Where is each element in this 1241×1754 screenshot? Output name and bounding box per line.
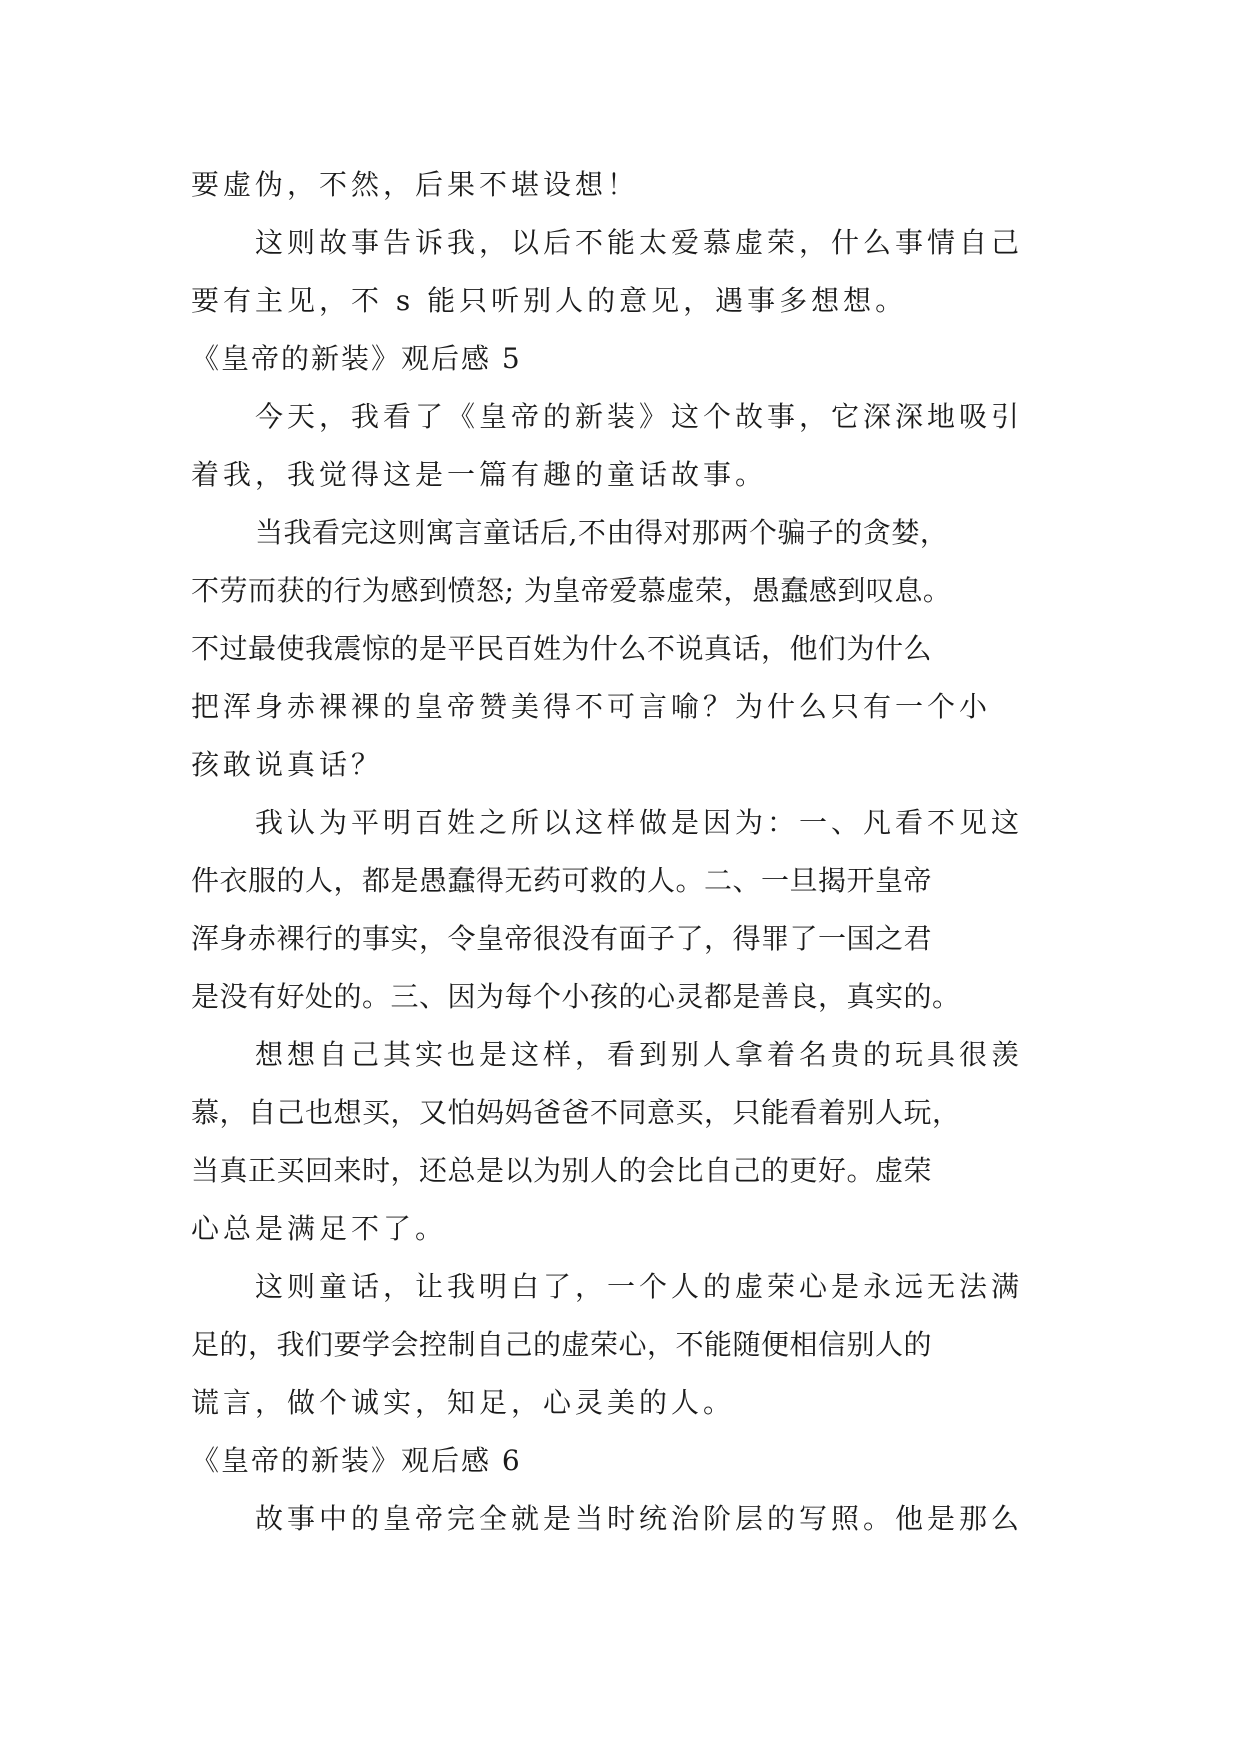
text-line: 要有主见，不 s 能只听别人的意见，遇事多想想。: [191, 284, 908, 317]
text-line: 着我，我觉得这是一篇有趣的童话故事。: [191, 458, 768, 491]
text-line: 件衣服的人，都是愚蠢得无药可救的人。二、一旦揭开皇帝: [191, 864, 933, 897]
text-line: 慕，自己也想买，又怕妈妈爸爸不同意买，只能看着别人玩，: [191, 1096, 961, 1129]
section-heading: 《皇帝的新装》观后感 6: [191, 1444, 522, 1477]
text-line: 谎言，做个诚实，知足，心灵美的人。: [191, 1386, 736, 1419]
paragraph-first-line: 想想自己其实也是这样，看到别人拿着名贵的玩具很羡: [255, 1038, 1024, 1071]
text-line: 心总是满足不了。: [191, 1212, 448, 1245]
section-heading: 《皇帝的新装》观后感 5: [191, 342, 522, 375]
text-line: 不劳而获的行为感到愤怒; 为皇帝爱慕虚荣，愚蠢感到叹息。: [191, 574, 952, 607]
text-line: 是没有好处的。三、因为每个小孩的心灵都是善良，真实的。: [191, 980, 961, 1013]
text-line: 要虚伪，不然，后果不堪设想！: [191, 168, 640, 201]
paragraph-first-line: 这则故事告诉我，以后不能太爱慕虚荣，什么事情自己: [255, 226, 1024, 259]
paragraph-first-line: 今天，我看了《皇帝的新装》这个故事，它深深地吸引: [255, 400, 1024, 433]
paragraph-first-line: 这则童话，让我明白了，一个人的虚荣心是永远无法满: [255, 1270, 1024, 1303]
text-line: 浑身赤裸行的事实，令皇帝很没有面子了，得罪了一国之君: [191, 922, 933, 955]
paragraph-first-line: 故事中的皇帝完全就是当时统治阶层的写照。他是那么: [255, 1502, 1024, 1535]
text-line: 把浑身赤裸裸的皇帝赞美得不可言喻？为什么只有一个小: [191, 690, 992, 723]
paragraph-first-line: 我认为平明百姓之所以这样做是因为：一、凡看不见这: [255, 806, 1024, 839]
document-body: [191, 156, 1059, 1548]
text-line: 足的，我们要学会控制自己的虚荣心，不能随便相信别人的: [191, 1328, 933, 1361]
text-line: 不过最使我震惊的是平民百姓为什么不说真话，他们为什么: [191, 632, 933, 665]
paragraph-first-line: 当我看完这则寓言童话后,不由得对那两个骗子的贪婪，: [255, 516, 949, 549]
text-line: 当真正买回来时，还总是以为别人的会比自己的更好。虚荣: [191, 1154, 933, 1187]
text-line: 孩敢说真话？: [191, 748, 384, 781]
